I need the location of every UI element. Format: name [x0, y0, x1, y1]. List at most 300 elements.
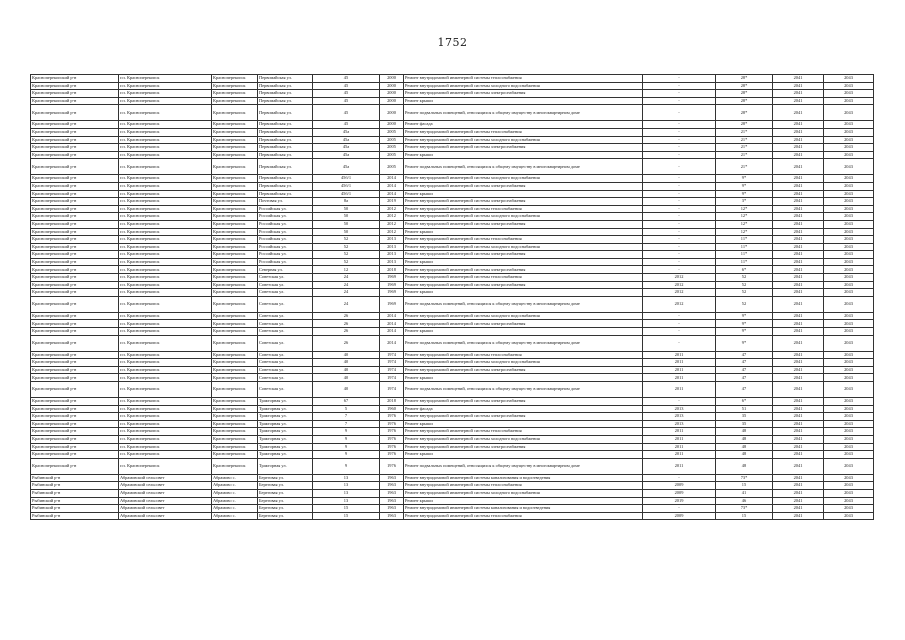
table-row — [31, 335, 874, 351]
last-repair-year-cell: 2011 — [643, 458, 716, 474]
locality-cell: Красноперекопск — [212, 205, 258, 213]
plan-end-cell: 2043 — [824, 97, 874, 105]
plan-start-cell: 2041 — [773, 90, 824, 98]
locality-cell: Красноперекопск — [212, 182, 258, 190]
settlement-cell: г.п. Красноперекопск — [119, 205, 212, 213]
settlement-cell: г.п. Красноперекопск — [119, 413, 212, 421]
street-cell: Тракторная ул. — [258, 451, 313, 459]
street-cell: Первомайская ул. — [258, 121, 313, 129]
settlement-cell: г.п. Красноперекопск — [119, 182, 212, 190]
house-number-cell: 26 — [313, 335, 380, 351]
plan-start-cell: 2041 — [773, 312, 824, 320]
table-row — [31, 105, 874, 121]
work-type-cell: Ремонт внутридомовой инженерной системы холодного водоснабжения — [404, 243, 643, 251]
locality-cell: Красноперекопск — [212, 382, 258, 398]
street-cell: Российская ул. — [258, 236, 313, 244]
build-year-cell: 1974 — [380, 366, 404, 374]
district-cell: Красноперекопский р-н — [31, 121, 119, 129]
settlement-cell: г.п. Красноперекопск — [119, 289, 212, 297]
last-repair-year-cell: - — [643, 258, 716, 266]
plan-end-cell: 2043 — [824, 90, 874, 98]
street-cell: Советская ул. — [258, 289, 313, 297]
house-number-cell: 9 — [313, 435, 380, 443]
last-repair-year-cell: - — [643, 335, 716, 351]
street-cell: Советская ул. — [258, 335, 313, 351]
table-row — [31, 136, 874, 144]
house-number-cell: 13 — [313, 497, 380, 505]
locality-cell: Красноперекопск — [212, 128, 258, 136]
plan-end-cell: 2043 — [824, 220, 874, 228]
work-type-cell: Ремонт крыши — [404, 258, 643, 266]
plan-end-cell: 2043 — [824, 335, 874, 351]
build-year-cell: 2005 — [380, 128, 404, 136]
locality-cell: Красноперекопск — [212, 281, 258, 289]
build-year-cell: 2014 — [380, 335, 404, 351]
work-type-cell: Ремонт внутридомовой инженерной системы электроснабжения — [404, 220, 643, 228]
house-number-cell: 24 — [313, 296, 380, 312]
plan-end-cell: 2043 — [824, 151, 874, 159]
wear-percent-cell: 11* — [716, 251, 773, 259]
house-number-cell: 40 — [313, 374, 380, 382]
plan-end-cell: 2043 — [824, 105, 874, 121]
locality-cell: Красноперекопск — [212, 213, 258, 221]
house-number-cell: 8а — [313, 198, 380, 206]
table-row — [31, 366, 874, 374]
wear-percent-cell: 47 — [716, 359, 773, 367]
last-repair-year-cell: - — [643, 236, 716, 244]
street-cell: Российская ул. — [258, 258, 313, 266]
house-number-cell: 45а — [313, 136, 380, 144]
district-cell: Красноперекопский р-н — [31, 274, 119, 282]
district-cell: Красноперекопский р-н — [31, 175, 119, 183]
build-year-cell: 1963 — [380, 482, 404, 490]
street-cell: Российская ул. — [258, 205, 313, 213]
plan-end-cell: 2043 — [824, 435, 874, 443]
last-repair-year-cell: - — [643, 182, 716, 190]
last-repair-year-cell: 2011 — [643, 366, 716, 374]
plan-start-cell: 2041 — [773, 374, 824, 382]
table-row — [31, 236, 874, 244]
locality-cell: Красноперекопск — [212, 82, 258, 90]
plan-start-cell: 2041 — [773, 489, 824, 497]
wear-percent-cell: 52 — [716, 274, 773, 282]
house-number-cell: 50 — [313, 213, 380, 221]
table-row — [31, 281, 874, 289]
street-cell: Тракторная ул. — [258, 443, 313, 451]
house-number-cell: 50 — [313, 205, 380, 213]
street-cell: Тракторная ул. — [258, 405, 313, 413]
settlement-cell: г.п. Красноперекопск — [119, 382, 212, 398]
last-repair-year-cell: - — [643, 82, 716, 90]
last-repair-year-cell: 2011 — [643, 359, 716, 367]
build-year-cell: 1969 — [380, 274, 404, 282]
last-repair-year-cell: - — [643, 144, 716, 152]
last-repair-year-cell: - — [643, 190, 716, 198]
settlement-cell: г.п. Красноперекопск — [119, 243, 212, 251]
plan-end-cell: 2043 — [824, 512, 874, 520]
plan-start-cell: 2041 — [773, 182, 824, 190]
district-cell: Красноперекопский р-н — [31, 458, 119, 474]
plan-start-cell: 2041 — [773, 366, 824, 374]
build-year-cell: 1976 — [380, 435, 404, 443]
street-cell: Советская ул. — [258, 312, 313, 320]
build-year-cell: 1976 — [380, 451, 404, 459]
house-number-cell: 45а — [313, 128, 380, 136]
plan-start-cell: 2041 — [773, 144, 824, 152]
wear-percent-cell: 28* — [716, 105, 773, 121]
plan-end-cell: 2043 — [824, 405, 874, 413]
settlement-cell: Абрамовский сельсовет — [119, 474, 212, 482]
street-cell: Первомайская ул. — [258, 182, 313, 190]
build-year-cell: 2012 — [380, 205, 404, 213]
settlement-cell: г.п. Красноперекопск — [119, 105, 212, 121]
plan-end-cell: 2043 — [824, 398, 874, 406]
settlement-cell: г.п. Красноперекопск — [119, 374, 212, 382]
wear-percent-cell: 47 — [716, 366, 773, 374]
wear-percent-cell: 73* — [716, 474, 773, 482]
street-cell: Российская ул. — [258, 213, 313, 221]
wear-percent-cell: 9* — [716, 312, 773, 320]
house-number-cell: 45 — [313, 121, 380, 129]
plan-start-cell: 2041 — [773, 328, 824, 336]
last-repair-year-cell: - — [643, 213, 716, 221]
street-cell: Тракторная ул. — [258, 435, 313, 443]
build-year-cell: 1974 — [380, 359, 404, 367]
wear-percent-cell: 11* — [716, 243, 773, 251]
plan-end-cell: 2043 — [824, 320, 874, 328]
table-row — [31, 428, 874, 436]
locality-cell: Красноперекопск — [212, 428, 258, 436]
work-type-cell: Ремонт внутридомовой инженерной системы канализования и водоотведения — [404, 505, 643, 513]
wear-percent-cell: 21* — [716, 151, 773, 159]
locality-cell: Абрамово с. — [212, 505, 258, 513]
wear-percent-cell: 28* — [716, 90, 773, 98]
locality-cell: Красноперекопск — [212, 443, 258, 451]
work-type-cell: Ремонт подвальных помещений, относящихся к общему имуществу в многоквартирном доме — [404, 296, 643, 312]
table-row — [31, 443, 874, 451]
plan-start-cell: 2041 — [773, 351, 824, 359]
locality-cell: Красноперекопск — [212, 190, 258, 198]
house-number-cell: 45 — [313, 105, 380, 121]
street-cell: Советская ул. — [258, 374, 313, 382]
house-number-cell: 45 — [313, 90, 380, 98]
build-year-cell: 1974 — [380, 374, 404, 382]
wear-percent-cell: 9* — [716, 175, 773, 183]
wear-percent-cell: 47 — [716, 374, 773, 382]
house-number-cell: 52 — [313, 243, 380, 251]
wear-percent-cell: 21* — [716, 144, 773, 152]
last-repair-year-cell: - — [643, 251, 716, 259]
wear-percent-cell: 21* — [716, 159, 773, 175]
street-cell: Первомайская ул. — [258, 97, 313, 105]
wear-percent-cell: 6* — [716, 266, 773, 274]
table-row — [31, 151, 874, 159]
locality-cell: Красноперекопск — [212, 136, 258, 144]
plan-start-cell: 2041 — [773, 505, 824, 513]
table-row — [31, 312, 874, 320]
last-repair-year-cell: 2013 — [643, 405, 716, 413]
repair-schedule-table — [30, 74, 874, 520]
build-year-cell: 2000 — [380, 75, 404, 83]
settlement-cell: г.п. Красноперекопск — [119, 136, 212, 144]
settlement-cell: г.п. Красноперекопск — [119, 458, 212, 474]
street-cell: Советская ул. — [258, 359, 313, 367]
street-cell: Первомайская ул. — [258, 105, 313, 121]
street-cell: Первомайская ул. — [258, 128, 313, 136]
table-row — [31, 458, 874, 474]
plan-start-cell: 2041 — [773, 359, 824, 367]
locality-cell: Красноперекопск — [212, 413, 258, 421]
locality-cell: Красноперекопск — [212, 243, 258, 251]
street-cell: Первомайская ул. — [258, 144, 313, 152]
street-cell: Северная ул. — [258, 266, 313, 274]
work-type-cell: Ремонт крыши — [404, 151, 643, 159]
table-row — [31, 497, 874, 505]
settlement-cell: г.п. Красноперекопск — [119, 274, 212, 282]
locality-cell: Красноперекопск — [212, 405, 258, 413]
locality-cell: Красноперекопск — [212, 289, 258, 297]
house-number-cell: 7 — [313, 420, 380, 428]
house-number-cell: 45 — [313, 97, 380, 105]
table-body — [31, 75, 874, 520]
district-cell: Красноперекопский р-н — [31, 258, 119, 266]
build-year-cell: 1974 — [380, 351, 404, 359]
plan-end-cell: 2043 — [824, 213, 874, 221]
table-row — [31, 512, 874, 520]
district-cell: Красноперекопский р-н — [31, 266, 119, 274]
work-type-cell: Ремонт подвальных помещений, относящихся к общему имуществу в многоквартирном доме — [404, 105, 643, 121]
wear-percent-cell: 6* — [716, 398, 773, 406]
settlement-cell: г.п. Красноперекопск — [119, 236, 212, 244]
wear-percent-cell: 15 — [716, 482, 773, 490]
locality-cell: Красноперекопск — [212, 420, 258, 428]
settlement-cell: г.п. Красноперекопск — [119, 335, 212, 351]
table-row — [31, 382, 874, 398]
district-cell: Рыбинский р-н — [31, 512, 119, 520]
settlement-cell: г.п. Красноперекопск — [119, 398, 212, 406]
house-number-cell: 40 — [313, 382, 380, 398]
district-cell: Красноперекопский р-н — [31, 382, 119, 398]
build-year-cell: 1976 — [380, 443, 404, 451]
plan-start-cell: 2041 — [773, 213, 824, 221]
last-repair-year-cell: - — [643, 266, 716, 274]
house-number-cell: 9 — [313, 451, 380, 459]
plan-start-cell: 2041 — [773, 258, 824, 266]
last-repair-year-cell: 2011 — [643, 351, 716, 359]
house-number-cell: 52 — [313, 251, 380, 259]
street-cell: Тракторная ул. — [258, 413, 313, 421]
build-year-cell: 2000 — [380, 97, 404, 105]
plan-end-cell: 2043 — [824, 366, 874, 374]
work-type-cell: Ремонт внутридомовой инженерной системы электроснабжения — [404, 413, 643, 421]
build-year-cell: 1963 — [380, 489, 404, 497]
table-row — [31, 398, 874, 406]
last-repair-year-cell: - — [643, 328, 716, 336]
plan-end-cell: 2043 — [824, 296, 874, 312]
last-repair-year-cell: 2009 — [643, 489, 716, 497]
street-cell: Первомайская ул. — [258, 90, 313, 98]
work-type-cell: Ремонт крыши — [404, 97, 643, 105]
plan-start-cell: 2041 — [773, 512, 824, 520]
wear-percent-cell: 9* — [716, 190, 773, 198]
table-row — [31, 144, 874, 152]
plan-start-cell: 2041 — [773, 121, 824, 129]
locality-cell: Красноперекопск — [212, 266, 258, 274]
last-repair-year-cell: - — [643, 228, 716, 236]
plan-start-cell: 2041 — [773, 428, 824, 436]
work-type-cell: Ремонт внутридомовой инженерной системы электроснабжения — [404, 266, 643, 274]
district-cell: Рыбинский р-н — [31, 505, 119, 513]
district-cell: Красноперекопский р-н — [31, 451, 119, 459]
plan-end-cell: 2043 — [824, 489, 874, 497]
wear-percent-cell: 52 — [716, 289, 773, 297]
table-row — [31, 474, 874, 482]
house-number-cell: 52 — [313, 236, 380, 244]
build-year-cell: 2013 — [380, 251, 404, 259]
plan-start-cell: 2041 — [773, 75, 824, 83]
settlement-cell: г.п. Красноперекопск — [119, 266, 212, 274]
work-type-cell: Ремонт внутридомовой инженерной системы электроснабжения — [404, 144, 643, 152]
table-row — [31, 435, 874, 443]
settlement-cell: Абрамовский сельсовет — [119, 497, 212, 505]
work-type-cell: Ремонт внутридомовой инженерной системы электроснабжения — [404, 398, 643, 406]
wear-percent-cell: 35 — [716, 413, 773, 421]
plan-start-cell: 2041 — [773, 159, 824, 175]
street-cell: Российская ул. — [258, 251, 313, 259]
settlement-cell: г.п. Красноперекопск — [119, 220, 212, 228]
plan-start-cell: 2041 — [773, 413, 824, 421]
build-year-cell: 2000 — [380, 105, 404, 121]
settlement-cell: г.п. Красноперекопск — [119, 97, 212, 105]
plan-start-cell: 2041 — [773, 458, 824, 474]
plan-end-cell: 2043 — [824, 413, 874, 421]
settlement-cell: г.п. Красноперекопск — [119, 435, 212, 443]
build-year-cell: 2005 — [380, 159, 404, 175]
table-row — [31, 296, 874, 312]
work-type-cell: Ремонт внутридомовой инженерной системы теплоснабжения — [404, 75, 643, 83]
plan-end-cell: 2043 — [824, 428, 874, 436]
wear-percent-cell: 9* — [716, 182, 773, 190]
wear-percent-cell: 48 — [716, 443, 773, 451]
wear-percent-cell: 35 — [716, 420, 773, 428]
last-repair-year-cell: 2019 — [643, 497, 716, 505]
district-cell: Красноперекопский р-н — [31, 213, 119, 221]
wear-percent-cell: 48 — [716, 458, 773, 474]
district-cell: Красноперекопский р-н — [31, 428, 119, 436]
plan-start-cell: 2041 — [773, 497, 824, 505]
house-number-cell: 13 — [313, 482, 380, 490]
build-year-cell: 2018 — [380, 266, 404, 274]
last-repair-year-cell: 2011 — [643, 435, 716, 443]
work-type-cell: Ремонт внутридомовой инженерной системы теплоснабжения — [404, 351, 643, 359]
locality-cell: Красноперекопск — [212, 374, 258, 382]
house-number-cell: 26 — [313, 312, 380, 320]
locality-cell: Красноперекопск — [212, 366, 258, 374]
house-number-cell: 9 — [313, 458, 380, 474]
last-repair-year-cell: - — [643, 220, 716, 228]
wear-percent-cell: 52 — [716, 296, 773, 312]
plan-end-cell: 2043 — [824, 382, 874, 398]
table-row — [31, 121, 874, 129]
house-number-cell: 24 — [313, 274, 380, 282]
work-type-cell: Ремонт внутридомовой инженерной системы теплоснабжения — [404, 482, 643, 490]
street-cell: Первомайская ул. — [258, 175, 313, 183]
district-cell: Красноперекопский р-н — [31, 220, 119, 228]
plan-end-cell: 2043 — [824, 505, 874, 513]
build-year-cell: 1976 — [380, 413, 404, 421]
district-cell: Красноперекопский р-н — [31, 128, 119, 136]
work-type-cell: Ремонт внутридомовой инженерной системы теплоснабжения — [404, 428, 643, 436]
table-row — [31, 90, 874, 98]
settlement-cell: г.п. Красноперекопск — [119, 213, 212, 221]
district-cell: Красноперекопский р-н — [31, 228, 119, 236]
table-row — [31, 359, 874, 367]
work-type-cell: Ремонт крыши — [404, 451, 643, 459]
street-cell: Первомайская ул. — [258, 159, 313, 175]
table-row — [31, 482, 874, 490]
district-cell: Красноперекопский р-н — [31, 413, 119, 421]
table-row — [31, 182, 874, 190]
settlement-cell: г.п. Красноперекопск — [119, 351, 212, 359]
street-cell: Первомайская ул. — [258, 82, 313, 90]
house-number-cell: 24 — [313, 281, 380, 289]
locality-cell: Красноперекопск — [212, 274, 258, 282]
plan-end-cell: 2043 — [824, 236, 874, 244]
table-row — [31, 243, 874, 251]
house-number-cell: 26 — [313, 320, 380, 328]
street-cell: Тракторная ул. — [258, 420, 313, 428]
house-number-cell: 45 — [313, 82, 380, 90]
locality-cell: Красноперекопск — [212, 359, 258, 367]
build-year-cell: 2014 — [380, 175, 404, 183]
build-year-cell: 1963 — [380, 512, 404, 520]
plan-end-cell: 2043 — [824, 451, 874, 459]
locality-cell: Красноперекопск — [212, 251, 258, 259]
house-number-cell: 12 — [313, 266, 380, 274]
street-cell: Тракторная ул. — [258, 428, 313, 436]
locality-cell: Красноперекопск — [212, 121, 258, 129]
work-type-cell: Ремонт подвальных помещений, относящихся к общему имуществу в многоквартирном доме — [404, 458, 643, 474]
last-repair-year-cell: 2012 — [643, 281, 716, 289]
wear-percent-cell: 11* — [716, 258, 773, 266]
settlement-cell: г.п. Красноперекопск — [119, 159, 212, 175]
wear-percent-cell: 3* — [716, 198, 773, 206]
settlement-cell: г.п. Красноперекопск — [119, 128, 212, 136]
street-cell: Береговая ул. — [258, 512, 313, 520]
district-cell: Красноперекопский р-н — [31, 281, 119, 289]
street-cell: Российская ул. — [258, 228, 313, 236]
plan-start-cell: 2041 — [773, 289, 824, 297]
house-number-cell: 45а — [313, 151, 380, 159]
plan-end-cell: 2043 — [824, 75, 874, 83]
district-cell: Красноперекопский р-н — [31, 320, 119, 328]
plan-start-cell: 2041 — [773, 136, 824, 144]
settlement-cell: г.п. Красноперекопск — [119, 75, 212, 83]
plan-start-cell: 2041 — [773, 175, 824, 183]
settlement-cell: Абрамовский сельсовет — [119, 505, 212, 513]
locality-cell: Красноперекопск — [212, 258, 258, 266]
last-repair-year-cell: - — [643, 505, 716, 513]
build-year-cell: 2013 — [380, 243, 404, 251]
table-row — [31, 159, 874, 175]
settlement-cell: г.п. Красноперекопск — [119, 405, 212, 413]
street-cell: Береговая ул. — [258, 505, 313, 513]
table-row — [31, 405, 874, 413]
work-type-cell: Ремонт подвальных помещений, относящихся к общему имуществу в многоквартирном доме — [404, 335, 643, 351]
plan-start-cell: 2041 — [773, 443, 824, 451]
work-type-cell: Ремонт внутридомовой инженерной системы холодного водоснабжения — [404, 489, 643, 497]
locality-cell: Красноперекопск — [212, 351, 258, 359]
